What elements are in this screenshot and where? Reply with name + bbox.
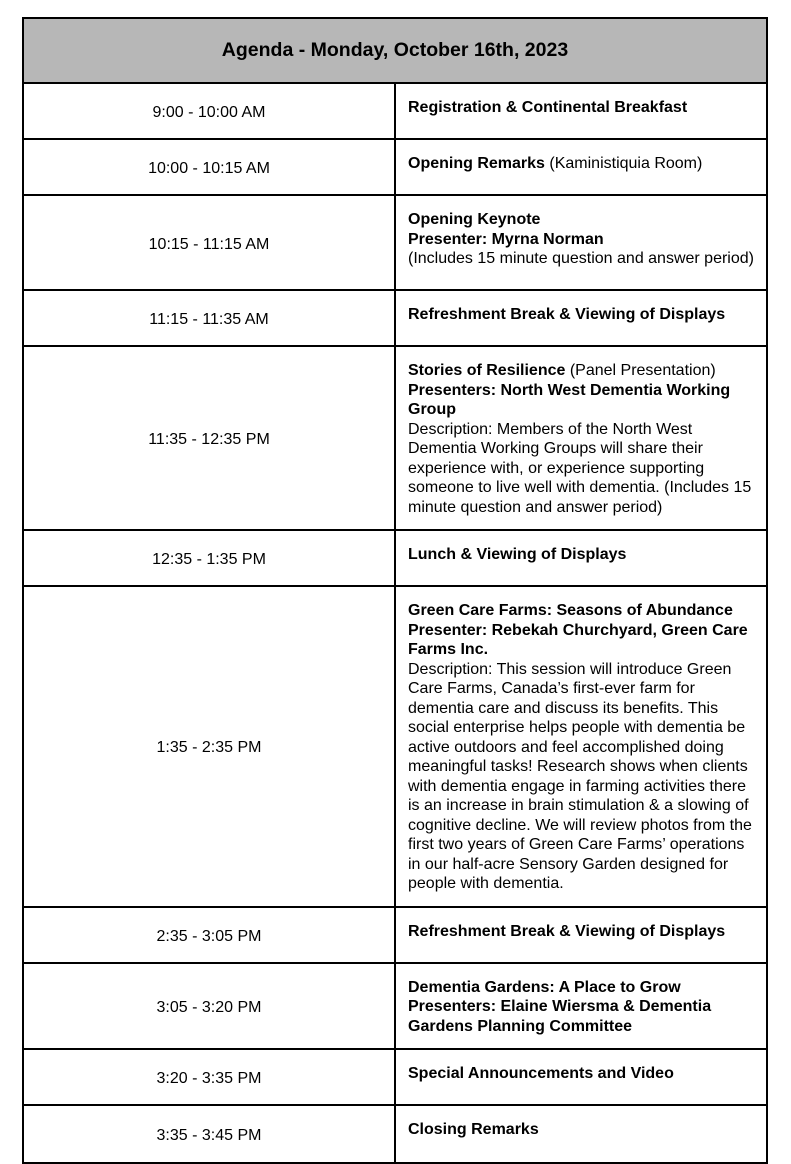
session-presenter: Presenter: Rebekah Churchyard, Green Care Farms Inc. [408,621,748,658]
session-title: Green Care Farms: Seasons of Abundance [408,602,733,619]
session-presenter: Presenters: North West Dementia Working Group [408,381,731,418]
agenda-row [23,530,767,586]
agenda-row [23,907,767,963]
session-location: (Kaministiquia Room) [544,155,703,172]
agenda-row [23,290,767,346]
session-time: 3:20 - 3:35 PM [23,1049,395,1105]
session-note: (Includes 15 minute question and answer period) [408,250,754,267]
session-details [395,963,767,1050]
session-time: 3:05 - 3:20 PM [23,963,395,1050]
session-details [395,83,767,139]
session-title: Registration & Continental Breakfast [408,99,688,116]
agenda-row [23,1049,767,1105]
session-time: 3:35 - 3:45 PM [23,1105,395,1163]
session-title: Lunch & Viewing of Displays [408,546,627,563]
session-title: Refreshment Break & Viewing of Displays [408,306,726,323]
session-title: Dementia Gardens: A Place to Grow [408,978,681,996]
session-description: Description: This session will introduce Green Care Farms, Canada’s first-ever farm for dementia care and discuss its benefits. This social enterprise helps people with dementia be active outdoors and feel accomplished doing meaningful tasks! Research shows when clients with dementia engage in farming activities there is an increase in brain stimulation & a slowing of cognitive decline. We will review photos from the first two years of Green Care Farms’ operations in our half-acre Sensory Garden designed for people with dementia. [408,660,752,892]
session-title: Opening Keynote [408,211,541,228]
session-time: 11:35 - 12:35 PM [23,346,395,530]
session-details [395,290,767,346]
session-time: 11:15 - 11:35 AM [23,290,395,346]
session-details [395,139,767,195]
session-presenter: Presenter: Myrna Norman [408,230,604,248]
session-details [395,1049,767,1105]
session-time: 2:35 - 3:05 PM [23,907,395,963]
agenda-row [23,346,767,530]
session-details [395,195,767,290]
agenda-table [22,17,768,1164]
agenda-title: Agenda - Monday, October 16th, 2023 [23,18,767,83]
session-presenter: Presenters: Elaine Wiersma & Dementia Gardens Planning Committee [408,998,712,1035]
session-time: 1:35 - 2:35 PM [23,586,395,907]
session-time: 9:00 - 10:00 AM [23,83,395,139]
session-title: Opening Remarks [408,155,545,172]
session-description: Description: Members of the North West Dementia Working Groups will share their experience with, or experience supporting someone to live well with dementia. (Includes 15 minute question and answer period) [408,420,752,516]
session-format: (Panel Presentation) [565,362,716,379]
agenda-row [23,83,767,139]
session-title: Stories of Resilience [408,362,566,379]
session-title: Closing Remarks [408,1121,539,1138]
session-details [395,1105,767,1163]
session-details [395,530,767,586]
session-title: Refreshment Break & Viewing of Displays [408,922,726,940]
agenda-row [23,1105,767,1163]
agenda-row [23,963,767,1050]
session-title: Special Announcements and Video [408,1065,674,1082]
agenda-header-row [23,18,767,83]
session-details [395,586,767,907]
session-time: 10:15 - 11:15 AM [23,195,395,290]
agenda-row [23,139,767,195]
agenda-row [23,195,767,290]
session-time: 10:00 - 10:15 AM [23,139,395,195]
session-details [395,346,767,530]
session-details [395,907,767,963]
agenda-row [23,586,767,907]
session-time: 12:35 - 1:35 PM [23,530,395,586]
